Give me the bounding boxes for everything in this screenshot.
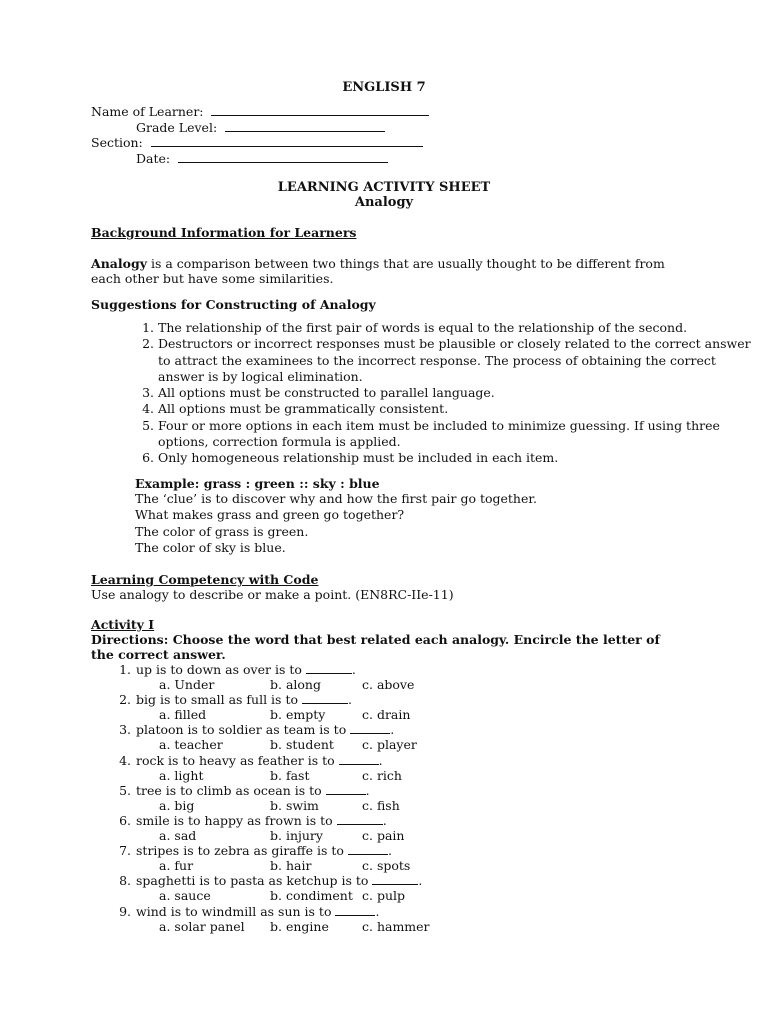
question-item	[111, 662, 671, 692]
option-a[interactable]: a. filled	[159, 707, 207, 723]
option-b[interactable]: b. along	[270, 677, 321, 692]
question-text	[136, 783, 370, 798]
question-number: 5.	[119, 782, 131, 798]
question-number: 1.	[119, 662, 131, 677]
option-c[interactable]: c. drain	[362, 707, 411, 723]
subject-title: ENGLISH 7	[342, 80, 426, 95]
option-c[interactable]: c. above	[362, 677, 415, 692]
question-end: .	[418, 873, 423, 889]
name-field[interactable]	[211, 103, 429, 116]
question-text	[136, 873, 422, 888]
option-b[interactable]: b. engine	[270, 918, 329, 934]
question-item	[111, 813, 671, 843]
analogy-term: Analogy	[91, 256, 147, 271]
question-end: .	[387, 843, 392, 859]
question-end: .	[382, 813, 387, 828]
background-heading: Background Information for Learners	[91, 225, 357, 240]
suggestions-heading: Suggestions for Constructing of Analogy	[91, 297, 376, 312]
answer-blank	[350, 723, 390, 734]
question-end: .	[351, 662, 356, 677]
section-field[interactable]	[151, 134, 423, 147]
name-row	[91, 103, 429, 119]
example-line: The color of sky is blue.	[135, 539, 286, 555]
example-lines	[135, 491, 537, 556]
suggestion-item: 5. Four or more options in each item must be included to minimize guessing. If using three options, correction formula is applied.	[158, 418, 758, 451]
option-c[interactable]: c. spots	[362, 858, 411, 874]
grade-label: Grade Level:	[136, 120, 218, 135]
question-end: .	[378, 752, 383, 768]
question-prompt: spaghetti is to pasta as ketchup is to	[136, 873, 369, 889]
question-end: .	[375, 903, 380, 919]
activity-heading: Activity I	[91, 617, 155, 632]
question-text	[136, 753, 383, 768]
suggestion-item: 3. All options must be constructed to parallel language.	[158, 385, 758, 401]
option-c[interactable]: c. rich	[362, 767, 402, 783]
question-prompt: tree is to climb as ocean is to	[136, 782, 322, 798]
option-c[interactable]: c. hammer	[362, 918, 430, 934]
suggestion-item: 1. The relationship of the first pair of words is equal to the relationship of the second.	[158, 320, 758, 336]
sheet-subtitle: Analogy	[354, 195, 414, 210]
option-b[interactable]: b. empty	[270, 707, 326, 723]
option-a[interactable]: a. solar panel	[159, 918, 245, 934]
section-row	[91, 134, 423, 150]
activity-directions: Directions: Choose the word that best related each analogy. Encircle the letter of the correct answer.	[91, 632, 660, 662]
answer-blank	[348, 844, 388, 855]
suggestions-list	[91, 320, 758, 467]
answer-blank	[302, 693, 348, 704]
question-end: .	[365, 782, 370, 798]
question-prompt: rock is to heavy as feather is to	[136, 752, 335, 768]
section-label: Section:	[91, 135, 143, 150]
date-row	[136, 150, 388, 166]
option-a[interactable]: a. fur	[159, 858, 194, 874]
question-text	[136, 722, 394, 737]
suggestion-item: 4. All options must be grammatically consistent.	[158, 401, 758, 417]
question-item	[111, 873, 671, 903]
question-end: .	[347, 692, 352, 708]
example-line: What makes grass and green go together?	[135, 507, 405, 523]
competency-text: Use analogy to describe or make a point. (EN8RC-IIe-11)	[91, 587, 454, 602]
question-text	[136, 813, 387, 828]
sheet-title: LEARNING ACTIVITY SHEET	[277, 180, 491, 195]
option-c[interactable]: c. pulp	[362, 888, 405, 904]
example-line: The ‘clue’ is to discover why and how the first pair go together.	[135, 491, 537, 506]
question-number: 6.	[119, 813, 131, 828]
option-a[interactable]: a. light	[159, 767, 204, 783]
question-item	[111, 753, 671, 783]
question-number: 2.	[119, 692, 131, 708]
example-line: The color of grass is green.	[135, 523, 309, 539]
example-label: Example: grass : green :: sky : blue	[135, 476, 380, 491]
option-c[interactable]: c. fish	[362, 797, 400, 813]
suggestion-item: 6. Only homogeneous relationship must be included in each item.	[158, 450, 758, 466]
option-b[interactable]: b. fast	[270, 767, 310, 783]
question-text	[136, 692, 352, 707]
answer-blank	[372, 874, 418, 885]
option-c[interactable]: c. player	[362, 737, 417, 753]
analogy-definition: is a comparison between two things that are usually thought to be different from each other but have some similarities.	[91, 256, 665, 286]
question-number: 3.	[119, 722, 131, 738]
option-b[interactable]: b. swim	[270, 797, 319, 813]
answer-blank	[337, 814, 383, 825]
question-item	[111, 843, 671, 873]
question-item	[111, 904, 671, 934]
grade-row	[136, 119, 385, 135]
option-b[interactable]: b. injury	[270, 828, 323, 843]
question-item	[111, 783, 671, 813]
question-prompt: stripes is to zebra as giraffe is to	[136, 843, 344, 859]
date-field[interactable]	[178, 150, 388, 163]
option-a[interactable]: a. teacher	[159, 737, 223, 753]
background-paragraph	[91, 256, 681, 286]
answer-blank	[335, 905, 375, 916]
name-label: Name of Learner:	[91, 104, 204, 119]
option-a[interactable]: a. big	[159, 797, 195, 813]
option-c[interactable]: c. pain	[362, 828, 405, 843]
answer-blank	[306, 663, 352, 674]
question-item	[111, 722, 671, 752]
option-b[interactable]: b. student	[270, 737, 334, 753]
question-prompt: platoon is to soldier as team is to	[136, 722, 347, 738]
question-number: 7.	[119, 843, 131, 859]
question-number: 4.	[119, 752, 131, 768]
grade-field[interactable]	[225, 119, 385, 132]
question-prompt: wind is to windmill as sun is to	[136, 903, 332, 919]
answer-blank	[326, 784, 366, 795]
question-text	[136, 662, 356, 677]
option-a[interactable]: a. sauce	[159, 888, 211, 904]
option-b[interactable]: b. hair	[270, 858, 312, 874]
question-number: 8.	[119, 873, 131, 889]
question-number: 9.	[119, 903, 131, 919]
question-prompt: big is to small as full is to	[136, 692, 298, 708]
option-b[interactable]: b. condiment	[270, 888, 353, 904]
answer-blank	[339, 754, 379, 765]
question-prompt: smile is to happy as frown is to	[136, 813, 333, 828]
option-a[interactable]: a. sad	[159, 828, 197, 843]
question-item	[111, 692, 671, 722]
question-text	[136, 843, 392, 858]
option-a[interactable]: a. Under	[159, 677, 215, 692]
question-end: .	[390, 722, 395, 738]
competency-heading: Learning Competency with Code	[91, 572, 319, 587]
date-label: Date:	[136, 151, 171, 166]
suggestion-item: 2. Destructors or incorrect responses must be plausible or closely related to the correct answer to attract the examinees to the incorrect response. The process of obtaining the correct answer is by logical elimination.	[158, 336, 758, 385]
question-text	[136, 904, 379, 919]
question-prompt: up is to down as over is to	[136, 662, 302, 677]
